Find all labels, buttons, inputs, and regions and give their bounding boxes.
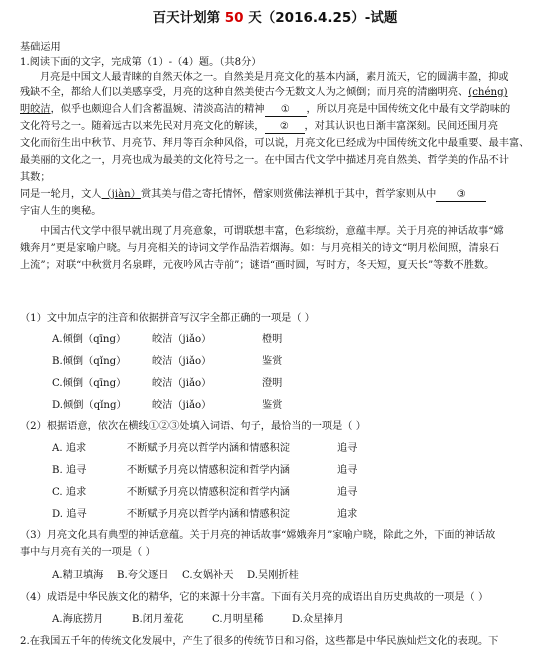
passage-line: 宇宙人生的奥秘。 (20, 206, 102, 217)
option-d[interactable]: D. 追寻 不断赋予月亮以哲学内涵和情感积淀 追求 (52, 509, 358, 520)
subquestion-3-cont: 事中与月亮有关的一项是（ ） (20, 547, 156, 558)
page-title: 百天计划第 50 天（2016.4.25）-试题 (152, 10, 398, 26)
passage-line: 文化而衍生出中秋节、月亮节、拜月等百余种风俗，可以说，月亮文化已经成为中国传统文化中最重要、最丰富、 (20, 138, 530, 149)
passage-line: 明皎洁，似乎也颇迎合人们含蓄温婉、清淡高洁的精神 ① ，所以月亮是中国传统文化中最有文学韵味的 (20, 104, 511, 115)
question-2-stem: 2.在我国五千年的传统文化发展中，产生了很多的传统节日和习俗，这些都是中华民族灿烂文化的表现。下 (20, 636, 499, 647)
subquestion-2: （2）根据语意，依次在横线①②③处填入词语、句子，最恰当的一项是（ ） (20, 421, 366, 432)
section-heading: 基础运用 (20, 42, 61, 53)
passage-line: 残缺不全，都给人们以美感享受，月亮的这种自然美使古今无数文人为之倾倒；而月亮的清幽明亮、(chéng) (20, 87, 508, 98)
passage-line: 中国古代文学中很早就出现了月亮意象，可谓联想丰富，色彩缤纷，意蕴丰厚。关于月亮的神话故事“嫦 (40, 226, 504, 237)
blank-1: ① (265, 104, 307, 117)
option-d[interactable]: D.倾倒（qǐng） 皎洁（jiǎo） 鉴赏 (52, 400, 283, 411)
option-b[interactable]: B. 追寻 不断赋予月亮以情感积淀和哲学内涵 追寻 (52, 465, 358, 476)
option-a[interactable]: A. 追求 不断赋予月亮以哲学内涵和情感积淀 追寻 (52, 443, 358, 454)
question-1-stem: 1.阅读下面的文字，完成第（1）-（4）题。（共8分） (20, 57, 262, 68)
subquestion-1: （1）文中加点字的注音和依据拼音写汉字全都正确的一项是（ ） (20, 313, 315, 324)
passage-line: 同是一轮月，文人（jiàn）赏其美与借之寄托情怀，僧家则赏佛法禅机于其中，哲学家则从中 ③ (20, 189, 486, 202)
options-row[interactable]: A.海底捞月 B.闭月羞花 C.月明星稀 D.众星捧月 (52, 614, 344, 625)
passage-line: 文化符号之一。随着远古以来先民对月亮文化的解读， ② ，对其认识也日渐丰富深刻。民间还围月亮 (20, 121, 499, 132)
option-c[interactable]: C. 追求 不断赋予月亮以情感积淀和哲学内涵 追寻 (52, 487, 358, 498)
subquestion-3: （3）月亮文化具有典型的神话意蕴。关于月亮的神话故事“嫦娥奔月”家喻户晓，除此之外，下面的神话故 (20, 530, 496, 541)
option-c[interactable]: C.倾倒（qīng） 皎洁（jiǎo） 澄明 (52, 378, 283, 389)
options-row[interactable]: A.精卫填海 B.夸父逐日 C.女娲补天 D.吴刚折桂 (52, 570, 299, 581)
passage-line: 娥奔月”更是家喻户晓。与月亮相关的诗词文学作品浩若烟海。如：与月亮相关的诗文“明月松间照，清泉石 (20, 243, 500, 254)
subquestion-4: （4）成语是中华民族文化的精华，它的来源十分丰富。下面有关月亮的成语出自历史典故的一项是（ ） (20, 592, 489, 603)
blank-3: ③ (436, 189, 486, 202)
passage-line: 最美丽的文化之一，月亮也成为最美的文化符号之一。在中国古代文学中描述月亮自然美、哲学美的作品不计 (20, 155, 509, 166)
blank-2: ② (265, 121, 305, 134)
option-b[interactable]: B.倾倒（qǐng） 皎洁（jiǎo） 鉴赏 (52, 356, 283, 367)
passage-line: 月亮是中国文人最青睐的自然天体之一。自然美是月亮文化的基本内涵，素月流天，它的圆满丰盈，抑或 (40, 72, 509, 83)
passage-line: 上流”；对联“中秋赏月名泉畔，元夜吟风古寺前”；谜语“画时圆，写时方，冬天短，夏天长”等数不胜数。 (20, 260, 495, 271)
passage-line: 其数； (20, 172, 51, 183)
option-a[interactable]: A.倾倒（qīng） 皎洁（jiǎo） 橙明 (52, 334, 283, 345)
